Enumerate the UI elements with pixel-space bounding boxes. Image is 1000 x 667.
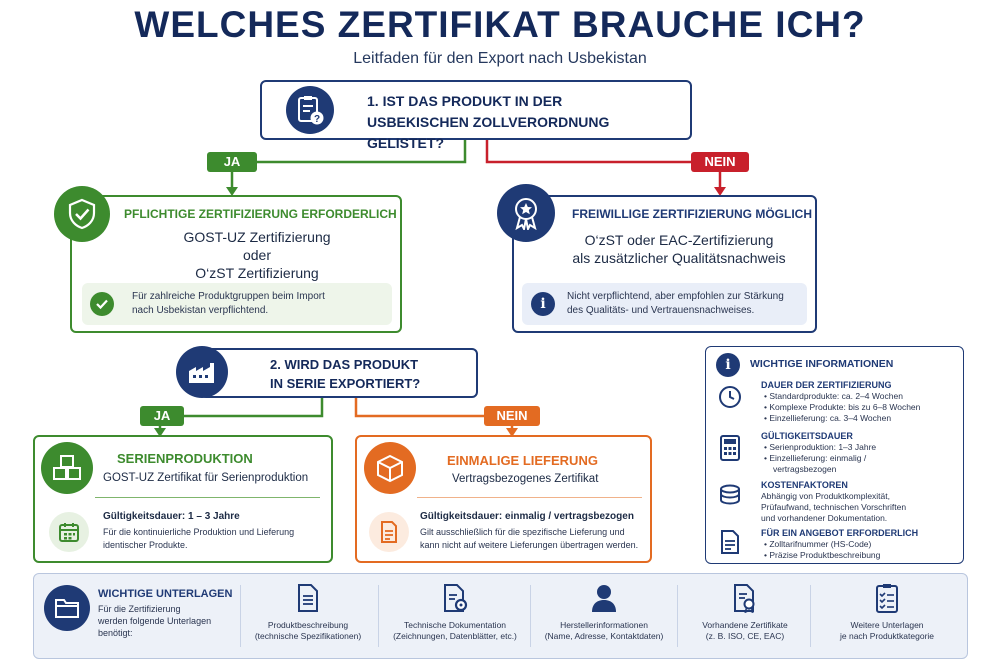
duration-item: • Standardprodukte: ca. 2–4 Wochen [764, 391, 920, 402]
validity-item: • Serienproduktion: 1–3 Jahre [764, 442, 876, 453]
mandatory-note-line2: nach Usbekistan verpflichtend. [132, 305, 269, 316]
duration-header: DAUER DER ZERTIFIZIERUNG [761, 380, 892, 390]
doc-item-sublabel: je nach Produktkategorie [839, 631, 935, 641]
question-1-line2: USBEKISCHEN ZOLLVERORDNUNG GELISTET? [367, 114, 610, 151]
voluntary-note-line2: des Qualitäts- und Vertrauensnachweises. [567, 305, 755, 316]
validity-list [764, 442, 876, 475]
clock-icon [718, 385, 742, 414]
single-desc-line1: Gilt ausschließlich für die spezifische Lieferung und [420, 527, 625, 537]
coins-icon [718, 483, 742, 512]
mandatory-header: PFLICHTIGE ZERTIFIZIERUNG ERFORDERLICH [124, 207, 397, 221]
product-description-icon [296, 583, 320, 613]
series-desc-line1: Für die kontinuierliche Produktion und Lieferung [103, 527, 295, 537]
cost-line: Abhängig von Produktkomplexität, [761, 491, 890, 501]
documents-intro [98, 603, 211, 639]
quote-item: • Zolltarifnummer (HS-Code) [764, 539, 880, 550]
doc-item-label: Weitere Unterlagen [850, 620, 924, 630]
info-panel-header: WICHTIGE INFORMATIONEN [750, 358, 894, 370]
quote-list [764, 539, 880, 561]
series-validity: Gültigkeitsdauer: 1 – 3 Jahre [103, 511, 240, 522]
technical-doc-gear-icon [442, 583, 468, 613]
mandatory-note [82, 283, 392, 325]
doc-list-icon [720, 530, 740, 559]
divider [378, 585, 379, 647]
series-divider [95, 497, 320, 498]
ja-badge-1: JA [207, 152, 257, 172]
doc-item-label: Vorhandene Zertifikate [702, 620, 788, 630]
nein-badge-1: NEIN [691, 152, 749, 172]
documents-intro-line: werden folgende Unterlagen [98, 616, 212, 626]
question-2-box [200, 348, 478, 398]
info-panel-icon: i [716, 353, 740, 377]
boxes-stack-icon [41, 442, 93, 494]
duration-item: • Einzellieferung: ca. 3–4 Wochen [764, 413, 920, 424]
single-divider [417, 497, 642, 498]
voluntary-note-line1: Nicht verpflichtend, aber empfohlen zur Stärkung [567, 291, 784, 302]
documents-intro-line: benötigt: [98, 628, 133, 638]
quote-item: • Präzise Produktbeschreibung [764, 550, 880, 561]
voluntary-note [522, 283, 807, 325]
doc-item-product-description [249, 583, 367, 642]
duration-item: • Komplexe Produkte: bis zu 6–8 Wochen [764, 402, 920, 413]
doc-item-sublabel: (technische Spezifikationen) [254, 631, 362, 641]
page-subtitle: Leitfaden für den Export nach Usbekistan [353, 50, 647, 67]
doc-item-label: Herstellerinformationen [560, 620, 648, 630]
question-2-line2: IN SERIE EXPORTIERT? [270, 376, 421, 391]
quote-header: FÜR EIN ANGEBOT ERFORDERLICH [761, 528, 919, 538]
series-desc-line2: identischer Produkte. [103, 540, 188, 550]
divider [810, 585, 811, 647]
calculator-icon [719, 435, 741, 466]
svg-text:?: ? [313, 114, 321, 125]
ja-badge-2: JA [140, 406, 184, 426]
single-validity: Gültigkeitsdauer: einmalig / vertragsbezogen [420, 511, 634, 522]
series-sub: GOST-UZ Zertifikat für Serienproduktion [103, 472, 309, 484]
award-medal-icon [497, 184, 555, 242]
doc-item-manufacturer-info [542, 583, 666, 642]
cost-line: und vorhandener Dokumentation. [761, 513, 888, 523]
divider [530, 585, 531, 647]
folder-icon [44, 585, 90, 631]
validity-header: GÜLTIGKEITSDAUER [761, 431, 853, 441]
doc-item-technical-documentation [392, 583, 518, 642]
series-header: SERIENPRODUKTION [117, 451, 253, 466]
mandatory-note-line1: Für zahlreiche Produktgruppen beim Import [132, 291, 325, 302]
nein-badge-2: NEIN [484, 406, 540, 426]
certificate-icon [732, 583, 758, 613]
single-desc-line2: kann nicht auf weitere Lieferungen übertragen werden. [420, 540, 639, 550]
package-box-icon [364, 442, 416, 494]
factory-icon [176, 346, 228, 398]
question-2-line1: 2. WIRD DAS PRODUKT [270, 357, 419, 372]
documents-header: WICHTIGE UNTERLAGEN [98, 588, 233, 600]
divider [677, 585, 678, 647]
document-icon [369, 512, 409, 552]
question-1-line1: 1. IST DAS PRODUKT IN DER [367, 93, 563, 109]
doc-item-sublabel: (z. B. ISO, CE, EAC) [705, 631, 785, 641]
doc-item-existing-certificates [686, 583, 804, 642]
checklist-clipboard-icon [874, 583, 900, 613]
divider [240, 585, 241, 647]
mandatory-line3: O‘zST Zertifizierung [195, 265, 319, 281]
validity-item: • Einzellieferung: einmalig / [764, 453, 876, 464]
page-title: WELCHES ZERTIFIKAT BRAUCHE ICH? [134, 4, 866, 45]
single-header: EINMALIGE LIEFERUNG [447, 453, 598, 468]
single-sub: Vertragsbezogenes Zertifikat [452, 473, 599, 485]
shield-check-icon [54, 186, 110, 242]
clipboard-question-icon [286, 86, 334, 134]
doc-item-sublabel: (Name, Adresse, Kontaktdaten) [544, 631, 664, 641]
validity-item-cont: vertragsbezogen [773, 464, 837, 474]
voluntary-line1: O‘zST oder EAC-Zertifizierung [584, 232, 774, 248]
voluntary-line2: als zusätzlicher Qualitätsnachweis [572, 250, 786, 266]
doc-item-sublabel: (Zeichnungen, Datenblätter, etc.) [393, 631, 517, 641]
mandatory-line1: GOST-UZ Zertifizierung [183, 229, 331, 245]
doc-item-label: Technische Dokumentation [403, 620, 507, 630]
documents-intro-line: Für die Zertifizierung [98, 604, 181, 614]
cost-line: Prüfaufwand, technischen Vorschriften [761, 502, 907, 512]
voluntary-header: FREIWILLIGE ZERTIFIZIERUNG MÖGLICH [572, 207, 812, 221]
doc-item-further-documents [823, 583, 951, 642]
info-icon: i [531, 292, 555, 316]
important-info-panel [705, 346, 964, 564]
doc-item-label: Produktbeschreibung [267, 620, 349, 630]
person-icon [591, 583, 617, 613]
duration-list [764, 391, 920, 424]
cost-text [761, 491, 906, 524]
mandatory-line2: oder [242, 247, 272, 263]
cost-header: KOSTENFAKTOREN [761, 480, 848, 490]
calendar-icon [49, 512, 89, 552]
check-circle-icon [90, 292, 114, 316]
